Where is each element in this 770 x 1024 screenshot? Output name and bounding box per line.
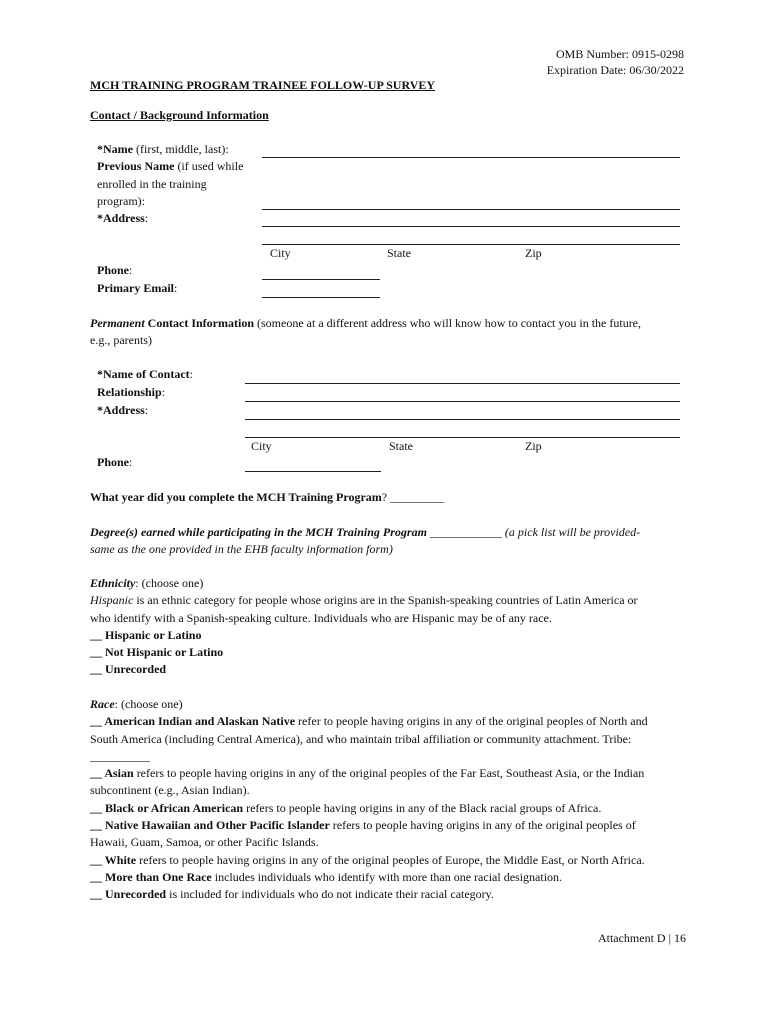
year-question: What year did you complete the MCH Training Program? _________	[90, 490, 445, 504]
permanent-heading: Permanent Contact Information (someone at a different address who will know how to contact you in the future,	[90, 316, 642, 330]
state-label: State	[387, 246, 411, 260]
address-label: *Address:	[97, 211, 149, 225]
permanent-city-label: City	[251, 439, 272, 453]
ethnicity-option[interactable]: __ Not Hispanic or Latino	[90, 645, 224, 660]
phone-label: Phone:	[97, 263, 133, 277]
phone-field[interactable]	[262, 279, 380, 280]
race-option-black[interactable]: __ Black or African American refers to people having origins in any of the Black racial groups of Africa.	[90, 800, 602, 815]
race-option-american-indian[interactable]: __ American Indian and Alaskan Native refer to people having origins in any of the original peoples of North and	[90, 714, 648, 729]
permanent-state-label: State	[389, 439, 413, 453]
permanent-address-field-line2[interactable]	[245, 437, 680, 438]
relationship-label: Relationship:	[97, 385, 166, 399]
email-field[interactable]	[262, 297, 380, 298]
tribe-blank[interactable]: __________	[90, 748, 150, 763]
degree-question: Degree(s) earned while participating in the MCH Training Program ____________ (a pick list will be provided-	[90, 525, 641, 539]
contact-heading: Contact / Background Information	[90, 108, 269, 122]
address-field-line1[interactable]	[262, 226, 680, 227]
race-section	[90, 696, 690, 904]
race-option-asian-line2: subcontinent (e.g., Asian Indian).	[90, 783, 250, 798]
ethnicity-section	[90, 575, 690, 679]
permanent-phone-label: Phone:	[97, 455, 133, 469]
contact-name-label: *Name of Contact:	[97, 367, 193, 381]
name-field[interactable]	[262, 157, 680, 158]
race-option-native-hawaiian[interactable]: __ Native Hawaiian and Other Pacific Islander refers to people having origins in any of the original peoples of	[90, 818, 636, 833]
ethnicity-definition: Hispanic is an ethnic category for people whose origins are in the Spanish-speaking countries of Latin America or	[90, 593, 638, 608]
race-option-native-hawaiian-line2: Hawaii, Guam, Samoa, or other Pacific Islands.	[90, 835, 319, 850]
ethnicity-definition-line2: who identify with a Spanish-speaking culture. Individuals who are Hispanic may be of any race.	[90, 610, 552, 625]
page-title: MCH TRAINING PROGRAM TRAINEE FOLLOW-UP SURVEY	[90, 78, 436, 92]
ethnicity-option[interactable]: __ Hispanic or Latino	[90, 627, 202, 642]
race-option-white[interactable]: __ White refers to people having origins in any of the original peoples of Europe, the Middle East, or North Africa.	[90, 852, 645, 867]
expiration-date: Expiration Date: 06/30/2022	[546, 63, 684, 77]
zip-label: Zip	[525, 246, 542, 260]
race-option-unrecorded[interactable]: __ Unrecorded is included for individuals who do not indicate their racial category.	[90, 887, 494, 902]
address-field-line2[interactable]	[262, 244, 680, 245]
permanent-address-label: *Address:	[97, 403, 149, 417]
page-footer: Attachment D | 16	[597, 931, 686, 945]
permanent-address-field-line1[interactable]	[245, 419, 680, 420]
race-label: Race: (choose one)	[90, 697, 183, 711]
permanent-phone-field[interactable]	[245, 471, 381, 472]
previous-name-label: Previous Name (if used while	[97, 159, 244, 173]
previous-name-field[interactable]	[262, 209, 680, 210]
previous-name-label-line3: program):	[97, 194, 145, 208]
previous-name-label-line2: enrolled in the training	[97, 177, 207, 191]
race-option-american-indian-line2: South America (including Central America), and who maintain tribal affiliation or community attachment. Tribe:	[90, 731, 632, 746]
city-label: City	[270, 246, 291, 260]
relationship-field[interactable]	[245, 401, 680, 402]
permanent-heading-line2: e.g., parents)	[90, 333, 152, 347]
ethnicity-option[interactable]: __ Unrecorded	[90, 662, 167, 677]
race-option-more-than-one[interactable]: __ More than One Race includes individuals who identify with more than one racial designation.	[90, 869, 563, 884]
race-option-asian[interactable]: __ Asian refers to people having origins in any of the original peoples of the Far East, Southeast Asia, or the Indian	[90, 766, 645, 781]
contact-name-field[interactable]	[245, 383, 680, 384]
degree-question-line2: same as the one provided in the EHB faculty information form)	[90, 542, 393, 556]
ethnicity-label: Ethnicity: (choose one)	[90, 576, 204, 590]
name-label: *Name (first, middle, last):	[97, 142, 229, 156]
permanent-zip-label: Zip	[525, 439, 542, 453]
email-label: Primary Email:	[97, 281, 178, 295]
omb-number: OMB Number: 0915-0298	[556, 47, 684, 61]
